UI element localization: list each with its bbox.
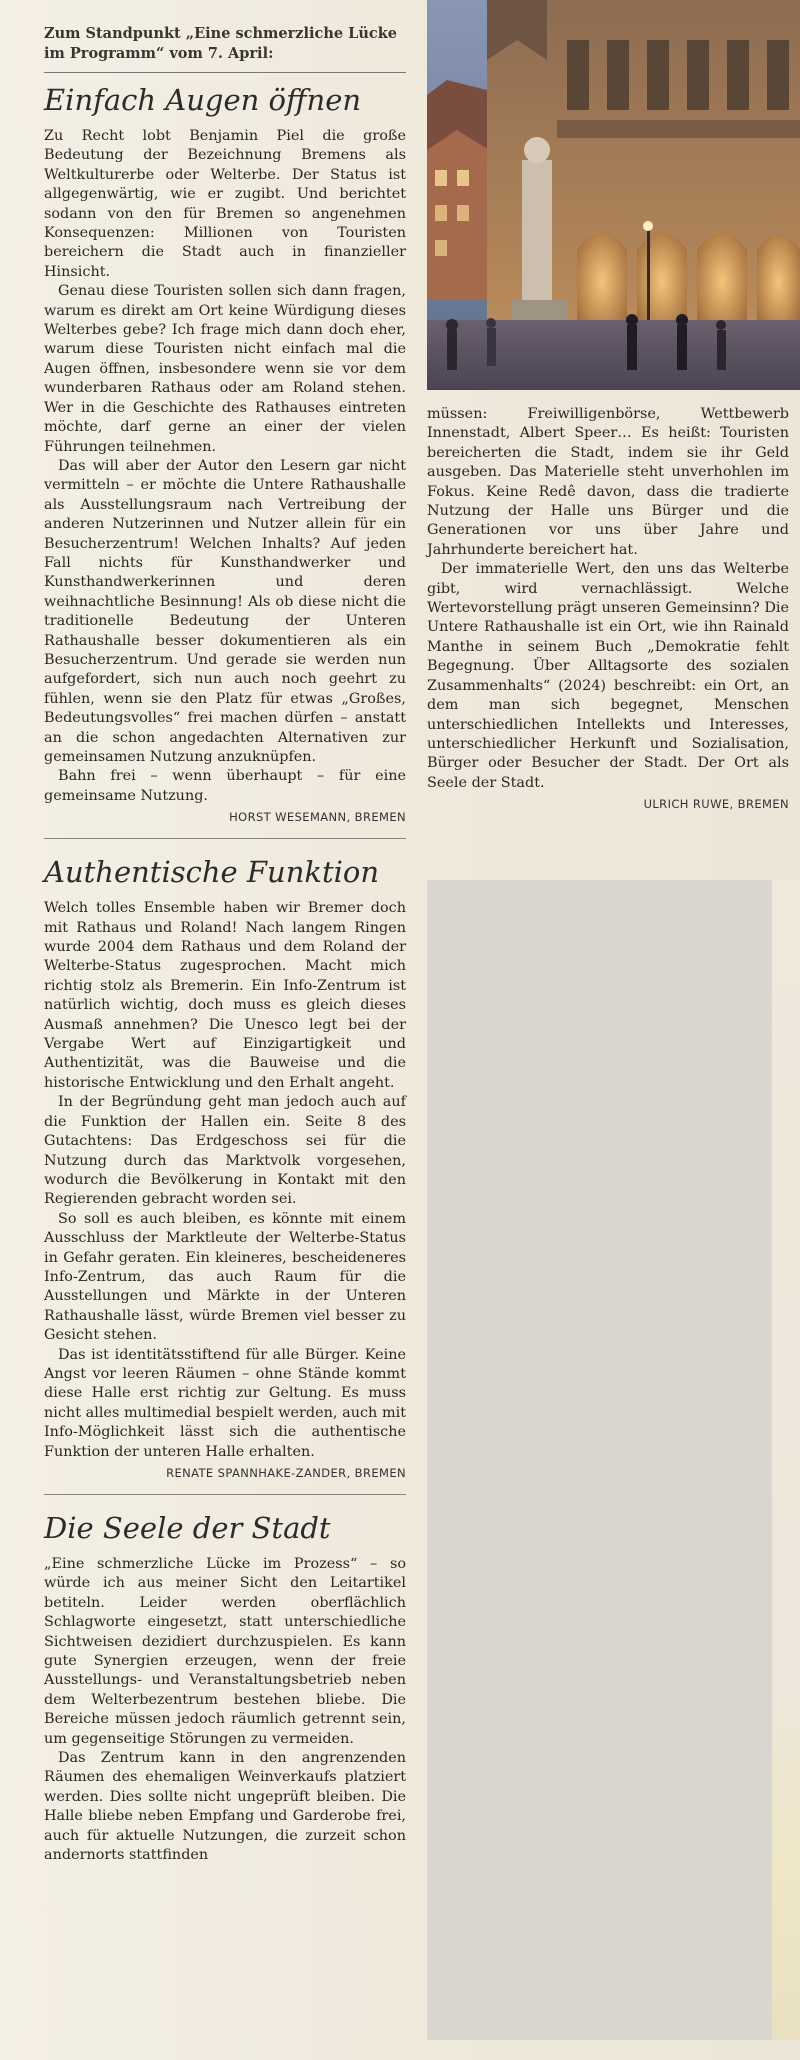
right-column <box>427 405 789 811</box>
blank-area <box>427 880 772 2040</box>
letters-intro: Zum Standpunkt „Eine schmerzliche Lücke im Programm“ vom 7. April: <box>44 25 397 62</box>
letter2-paragraph: Welch tolles Ensemble haben wir Bremer doch mit Rathaus und Roland! Nach langem Ringen wurde 2004 dem Rathaus und dem Roland der Welterbe-Status zugesprochen. Macht mich richtig stolz als Bremerin. Ein Info-Zentrum ist natürlich wichtig, doch muss es gleich dieses Ausmaß annehmen? Die Unesco legt bei der Vergabe Wert auf Einzigartigkeit und Authentizität, was die Bauweise und die historische Entwicklung und den Erhalt angeht. <box>44 900 406 1091</box>
letter1-signature: HORST WESEMANN, BREMEN <box>229 810 406 825</box>
letter2-paragraph: Das ist identitätsstiftend für alle Bürger. Keine Angst vor leeren Räumen – ohne Stände kommt diese Halle erst richtig zur Geltung. Es muss nicht alles multimedial bespielt werden, auch mit Info-Möglichkeit lässt sich die authentische Funktion der unteren Halle erhalten. <box>44 1346 406 1460</box>
letter-divider <box>44 838 406 839</box>
left-column <box>44 24 406 1866</box>
letter2-headline: Authentische Funktion <box>44 855 380 890</box>
letter1-paragraph: Genau diese Touristen sollen sich dann fragen, warum es direkt am Ort keine Würdigung dieses Welterbes gebe? Ich frage mich dann doch eher, warum diese Touristen nicht einfach mal die Augen öffnen, insbesondere wenn sie vor dem wunderbaren Rathaus oder am Roland stehen. Wer in die Geschichte des Rathauses eintreten möchte, darf gerne an einer der vielen Führungen teilnehmen. <box>44 283 406 455</box>
letter2-signature: RENATE SPANNHAKE-ZANDER, BREMEN <box>166 1466 406 1480</box>
photo-bremen-rathaus-roland <box>427 0 800 390</box>
letter3-headline: Die Seele der Stadt <box>44 1511 331 1545</box>
letter1-paragraph: Zu Recht lobt Benjamin Piel die große Bedeutung der Bezeichnung Bremens als Weltkulturerbe oder Welterbe. Der Status ist allgegenwärtig, wie er zugibt. Und berichtet sodann von den für Bremen so angenehmen Konsequenzen: Millionen von Touristen bereichern die Stadt auch in finanzieller Hinsicht. <box>44 128 406 280</box>
letter2-paragraph: So soll es auch bleiben, es könnte mit einem Ausschluss der Marktleute der Welterbe-Status in Gefahr geraten. Ein kleineres, bescheideneres Info-Zentrum, das auch Raum für die Ausstellungen und Märkte in der Unteren Rathaushalle lässt, würde Bremen viel besser zu Gesicht stehen. <box>44 1210 406 1344</box>
letter3-paragraph: Das Zentrum kann in den angrenzenden Räumen des ehemaligen Weinverkaufs platziert werden. Dies sollte nicht ungeprüft bleiben. Die Halle bliebe neben Empfang und Garderobe frei, auch für aktuelle Nutzungen, die zurzeit schon andernorts stattfinden <box>44 1750 406 1864</box>
letter3-paragraph: „Eine schmerzliche Lücke im Prozess“ – so würde ich aus meiner Sicht den Leitartikel betiteln. Leider werden oberflächlich Schlagworte eingesetzt, statt unterschiedliche Sichtweisen dezidiert durchzuspielen. Es kann gute Synergien erzeugen, wenn der freie Ausstellungs- und Veranstaltungsbetrieb neben dem Welterbezentrum bestehen bliebe. Die Bereiche müssen jedoch räumlich getrennt sein, um gegenseitige Störungen zu vermeiden. <box>44 1556 406 1747</box>
letter-divider <box>44 1494 406 1495</box>
letter1-paragraph: Das will aber der Autor den Lesern gar nicht vermitteln – er möchte die Untere Rathaushalle als Ausstellungsraum nach Vertreibung der anderen Nutzerinnen und Nutzer allein für ein Besucherzentrum! Welchen Inhalts? Auf jeden Fall nichts für Kunsthandwerker und Kunsthandwerkerinnen und deren weihnachtliche Besinnung! Als ob diese nicht die traditionelle Bedeutung der Unteren Rathaushalle besser dokumentieren als ein Besucherzentrum. Und gerade sie werden nun aufgefordert, sich nun auch noch geehrt zu fühlen, wenn sie den Platz für etwas „Großes, Bedeutungsvolles“ frei machen dürfen – anstatt an die schon angedachten Alternativen zur gemeinsamen Nutzung anzuknüpfen. <box>44 457 406 765</box>
letter1-paragraph: Bahn frei – wenn überhaupt – für eine gemeinsame Nutzung. <box>44 768 406 804</box>
letter1-headline: Einfach Augen öffnen <box>44 83 362 117</box>
letter3-continuation: müssen: Freiwilligenbörse, Wettbewerb Innenstadt, Albert Speer… Es heißt: Touristen bereicherten die Stadt, indem sie ihr Geld ausgeben. Das Materielle steht unverhohlen im Fokus. Keine Redê davon, dass die tradierte Nutzung der Halle uns Bürger und die Generationen vor uns über Jahre und Jahrhunderte bereichert hat. <box>427 406 789 558</box>
photo-illustration <box>427 0 800 390</box>
letter3-continuation: Der immaterielle Wert, den uns das Welterbe gibt, wird vernachlässigt. Welche Wertevorstellung prägt unseren Gemeinsinn? Die Untere Rathaushalle ist ein Ort, wie ihn Rainald Manthe in seinem Buch „Demokratie fehlt Begegnung. Über Alltagsorte des sozialen Zusammenhalts“ (2024) beschreibt: ein Ort, an dem man sich begegnet, Menschen unterschiedlichen Intellekts und Interesses, unterschiedlicher Herkunft und Sozialisation, Bürger oder Besucher der Stadt. Der Ort als Seele der Stadt. <box>427 561 789 791</box>
page-edge <box>772 880 800 2040</box>
letter3-signature: ULRICH RUWE, BREMEN <box>643 797 789 812</box>
letter2-paragraph: In der Begründung geht man jedoch auch auf die Funktion der Hallen ein. Seite 8 des Gutachtens: Das Erdgeschoss sei für die Nutzung durch das Marktvolk vorgesehen, wodurch die Bevölkerung in Kontakt mit den Regierenden gebracht worden sei. <box>44 1094 406 1208</box>
intro-rule <box>44 72 406 73</box>
